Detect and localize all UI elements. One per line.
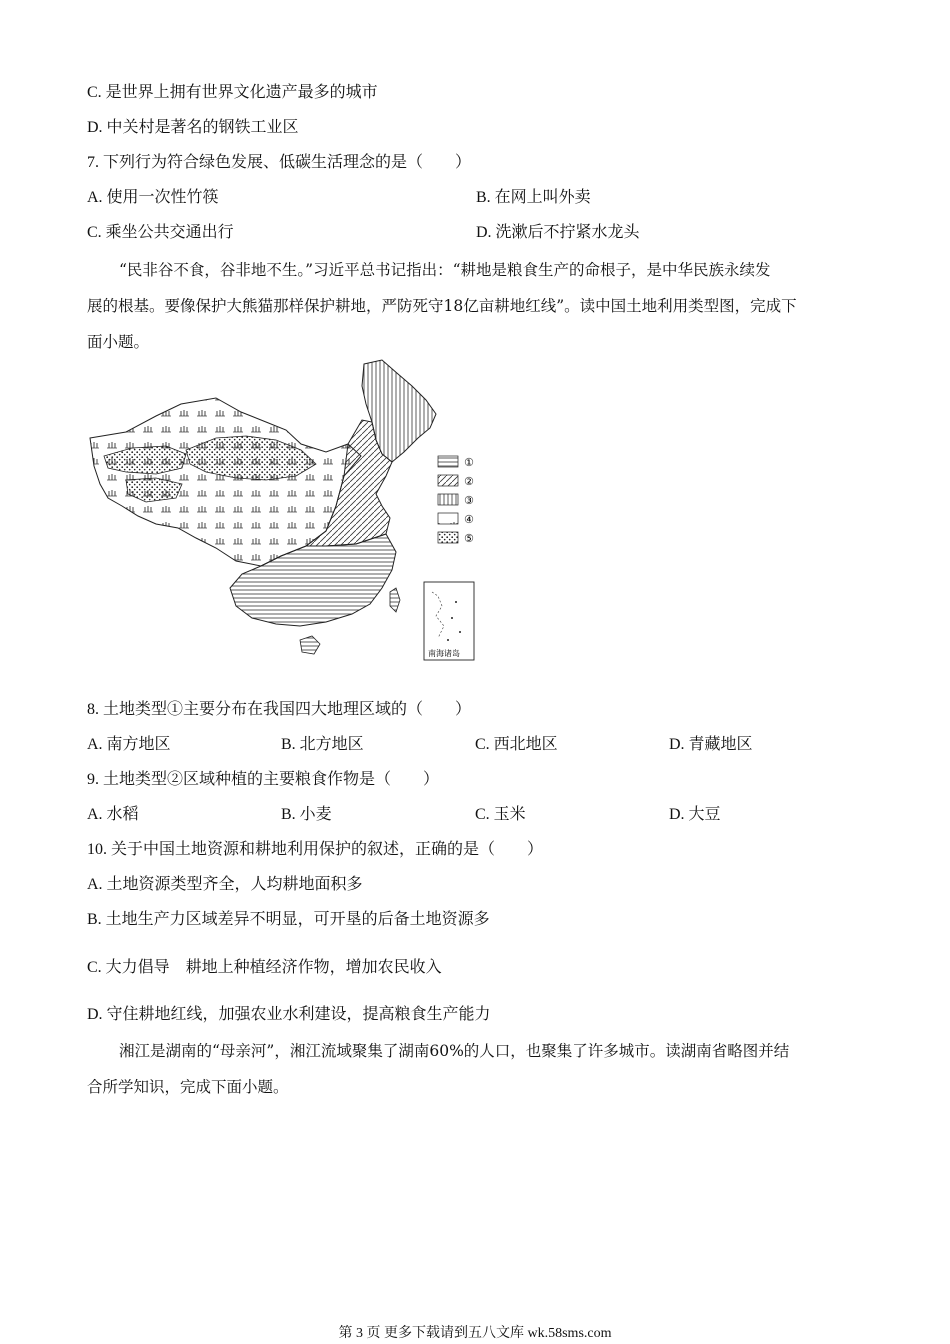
q8-option-c: C. 西北地区 <box>475 736 558 753</box>
legend-label-2: ② <box>464 475 474 488</box>
intro-land-line-1: “民非谷不食，谷非地不生。”习近平总书记指出：“耕地是粮食生产的命根子，是中华民族永续发 <box>119 261 771 279</box>
taiwan-island <box>390 588 400 612</box>
q7-option-b: B. 在网上叫外卖 <box>476 189 591 206</box>
q7-stem: 7. 下列行为符合绿色发展、低碳生活理念的是（ ） <box>87 154 472 171</box>
page-footer: 第 3 页 更多下载请到五八文库 wk.58sms.com <box>338 1326 612 1341</box>
q9-stem: 9. 土地类型②区域种植的主要粮食作物是（ ） <box>87 771 440 788</box>
hainan-island <box>300 636 320 654</box>
intro-hunan-paragraph <box>87 1033 864 1105</box>
q7-option-a: A. 使用一次性竹筷 <box>87 189 219 206</box>
china-land-use-map <box>86 356 478 668</box>
q8-option-a: A. 南方地区 <box>87 736 171 753</box>
legend-label-5: ⑤ <box>464 532 474 545</box>
legend-label-3: ③ <box>464 494 474 507</box>
q7-option-d: D. 洗漱后不拧紧水龙头 <box>476 224 640 241</box>
q8-option-d: D. 青藏地区 <box>669 736 753 753</box>
intro-hunan-line-1: 湘江是湖南的“母亲河”，湘江流域聚集了湖南60%的人口，也聚集了许多城市。读湖南省略图并结 <box>119 1042 790 1060</box>
map-legend <box>438 456 474 545</box>
q9-option-a: A. 水稻 <box>87 806 139 823</box>
q10-option-c: C. 大力倡导 耕地上种植经济作物，增加农民收入 <box>87 959 442 976</box>
q9-option-d: D. 大豆 <box>669 806 721 823</box>
q9-option-b: B. 小麦 <box>281 806 332 823</box>
q10-stem: 10. 关于中国土地资源和耕地利用保护的叙述，正确的是（ ） <box>87 841 544 858</box>
intro-land-line-2: 展的根基。要像保护大熊猫那样保护耕地，严防死守18亿亩耕地红线”。读中国土地利用类型图，完成下 <box>87 297 797 315</box>
inset-label: 南海诸岛 <box>428 649 460 658</box>
intro-hunan-line-2: 合所学知识，完成下面小题。 <box>87 1078 289 1096</box>
south-china-sea-inset <box>424 582 474 660</box>
q10-option-d: D. 守住耕地红线，加强农业水利建设，提高粮食生产能力 <box>87 1006 491 1023</box>
q6-option-d: D. 中关村是著名的钢铁工业区 <box>87 119 299 136</box>
q9-option-c: C. 玉米 <box>475 806 526 823</box>
legend-label-1: ① <box>464 456 474 469</box>
q8-stem: 8. 土地类型①主要分布在我国四大地理区域的（ ） <box>87 701 472 718</box>
q10-option-b: B. 土地生产力区域差异不明显，可开垦的后备土地资源多 <box>87 911 490 928</box>
q7-option-c: C. 乘坐公共交通出行 <box>87 224 234 241</box>
legend-label-4: ④ <box>464 513 474 526</box>
intro-land-paragraph <box>87 252 864 360</box>
intro-land-line-3: 面小题。 <box>87 333 150 351</box>
q10-option-a: A. 土地资源类型齐全，人均耕地面积多 <box>87 876 363 893</box>
q6-option-c: C. 是世界上拥有世界文化遗产最多的城市 <box>87 84 378 101</box>
q8-option-b: B. 北方地区 <box>281 736 364 753</box>
map-outline <box>90 360 436 654</box>
